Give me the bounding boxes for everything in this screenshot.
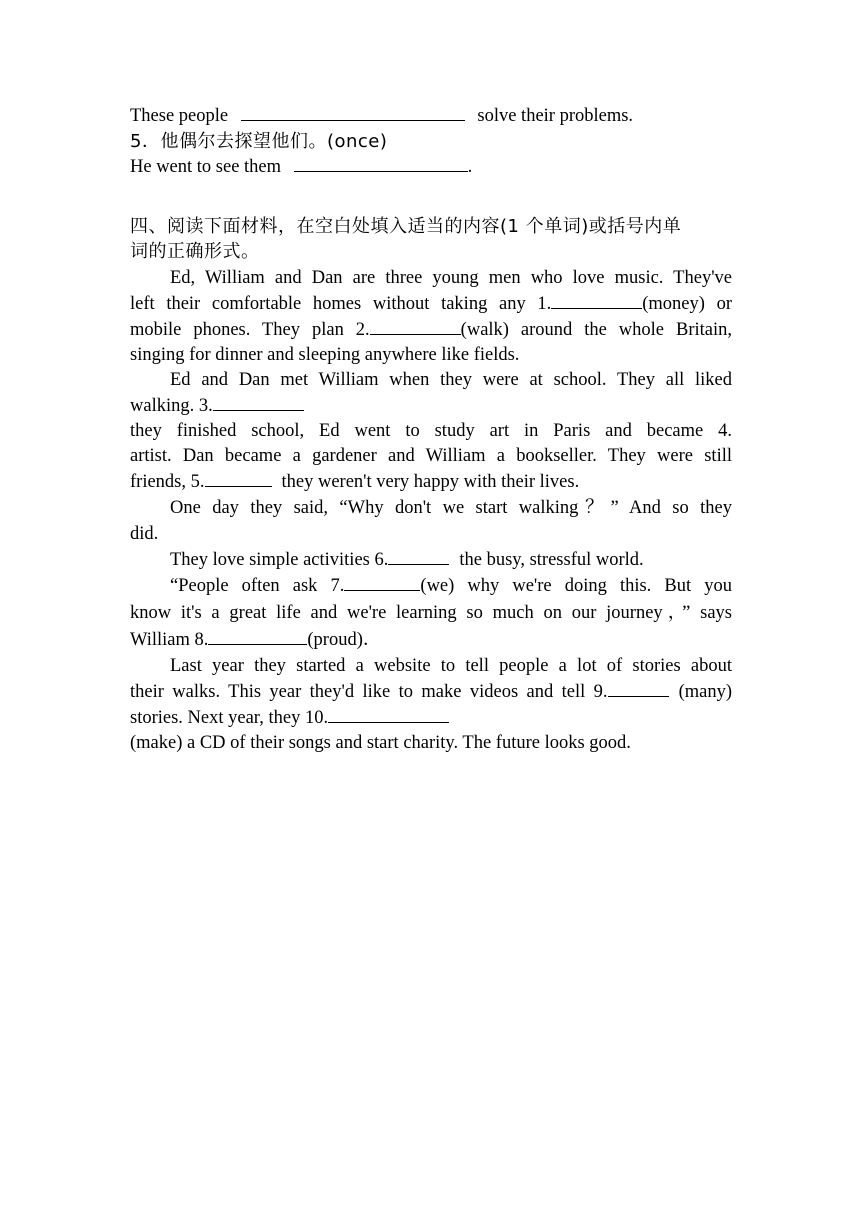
p6-line3-text-a: stories. Next year, they 10. xyxy=(130,708,329,728)
p2-line2-text: walking. 3. xyxy=(130,396,213,416)
p2-line3: they finished school, Ed went to study art in Paris and became 4. xyxy=(130,421,732,441)
p2-line1: Ed and Dan met William when they were at school. They all liked xyxy=(170,370,732,390)
p6-line2-text-a: their walks. This year they'd like to make videos and tell 9. xyxy=(130,682,608,702)
translation-item-4-answer-line xyxy=(130,103,732,129)
translation-item-5-answer-line xyxy=(130,154,732,180)
p4-line1-text-b: the busy, stressful world. xyxy=(459,550,644,570)
blank-2[interactable] xyxy=(370,317,461,335)
p6-line4: (make) a CD of their songs and start charity. The future looks good. xyxy=(130,733,631,753)
section-4-heading-line2: 词的正确形式。 xyxy=(130,241,260,262)
translation-item-5-prompt: 5．他偶尔去探望他们。(once) xyxy=(130,131,388,152)
p3-line1: One day they said, “Why don't we start walking？” And so they xyxy=(170,498,732,518)
item5-answer-blank[interactable] xyxy=(294,154,468,172)
item4-answer-blank[interactable] xyxy=(241,103,465,121)
blank-3[interactable] xyxy=(213,393,304,411)
p6-line1: Last year they started a website to tell people a lot of stories about xyxy=(170,656,732,676)
p6-line2-text-b: (many) xyxy=(678,682,732,702)
p6-line2 xyxy=(130,679,732,705)
item4-sentence-end: solve their problems. xyxy=(477,106,634,126)
section-4-heading-line1: 四、阅读下面材料，在空白处填入适当的内容(1 个单词)或括号内单 xyxy=(130,216,682,237)
p5-line2: know it's a great life and we're learning so much on our journey，” says xyxy=(130,603,732,623)
p1-line3-text-b: (walk) around the whole Britain, xyxy=(460,320,732,340)
blank-10[interactable] xyxy=(328,705,449,723)
p1-line2-text-a: left their comfortable homes without taking any 1. xyxy=(130,294,552,314)
blank-7[interactable] xyxy=(344,573,420,591)
blank-8[interactable] xyxy=(208,627,307,645)
p5-line3 xyxy=(130,627,732,654)
p2-line2 xyxy=(130,393,732,419)
p1-line3 xyxy=(130,317,732,343)
p4-line1 xyxy=(130,547,732,573)
blank-9[interactable] xyxy=(608,679,669,697)
blank-5[interactable] xyxy=(205,469,272,487)
p5-line3-text-b: (proud)． xyxy=(307,630,382,650)
p1-line2-text-b: (money) or xyxy=(642,294,732,314)
item5-sentence-start: He went to see them xyxy=(130,157,282,177)
p1-line4: singing for dinner and sleeping anywhere like fields. xyxy=(130,345,520,365)
p6-line3 xyxy=(130,705,732,731)
item4-sentence-start: These people xyxy=(130,106,229,126)
blank-6[interactable] xyxy=(388,547,449,565)
p2-line5 xyxy=(130,469,732,495)
p1-line1: Ed, William and Dan are three young men who love music. They've xyxy=(170,268,732,288)
p4-line1-text-a: They love simple activities 6. xyxy=(170,550,389,570)
p5-line1-text-b: (we) why we're doing this. But you xyxy=(420,576,732,596)
p5-line1-text-a: “People often ask 7. xyxy=(170,576,345,596)
p3-line2: did. xyxy=(130,524,159,544)
blank-1[interactable] xyxy=(551,291,642,309)
p1-line3-text-a: mobile phones. They plan 2. xyxy=(130,320,370,340)
p2-line4: artist. Dan became a gardener and William a bookseller. They were still xyxy=(130,446,732,466)
p2-line5-text-a: friends, 5. xyxy=(130,472,205,492)
worksheet-page xyxy=(130,103,732,756)
p5-line3-text-a: William 8. xyxy=(130,630,209,650)
item5-sentence-end: . xyxy=(467,157,473,177)
p2-line5-text-b: they weren't very happy with their lives. xyxy=(281,472,580,492)
p1-line2 xyxy=(130,291,732,317)
p5-line1 xyxy=(130,573,732,600)
